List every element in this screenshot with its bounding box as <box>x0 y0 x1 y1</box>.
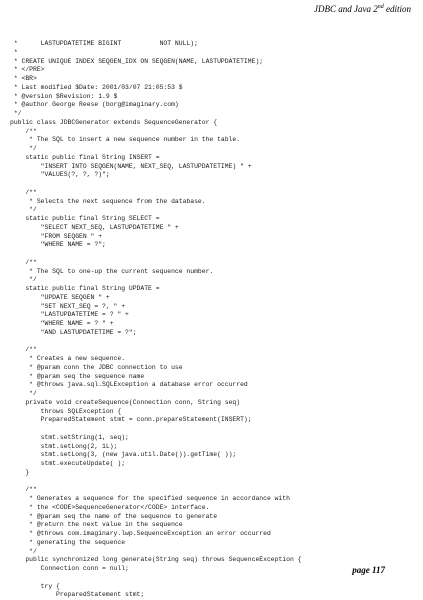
code-line: * </PRE> <box>10 66 45 74</box>
code-line: /** <box>10 486 37 494</box>
code-line: "INSERT INTO SEQGEN(NAME, NEXT_SEQ, LASTUPDATETIME) " + <box>10 162 252 170</box>
code-line: * LASTUPDATETIME BIGINT NOT NULL); <box>10 40 198 47</box>
code-line: try { <box>10 582 60 590</box>
code-line: } <box>10 468 30 476</box>
code-line: public synchronized long generate(String seq) throws SequenceException { <box>10 556 302 564</box>
code-line: */ <box>10 110 22 117</box>
code-line <box>10 574 301 583</box>
code-line: "UPDATE SEQGEN " + <box>10 293 110 301</box>
code-line: * The SQL to one-up the current sequence number. <box>10 267 214 275</box>
code-line: "LASTUPDATETIME = ? " + <box>10 311 129 319</box>
code-line: stmt.setString(1, seq); <box>10 433 129 441</box>
code-line: * Selects the next sequence from the database. <box>10 197 206 205</box>
code-line: static public final String UPDATE = <box>10 285 160 292</box>
code-line: Connection conn = null; <box>10 565 129 572</box>
code-line: /** <box>10 127 37 135</box>
code-line: * Generates a sequence for the specified sequence in accordance with <box>10 495 290 502</box>
code-line: static public final String SELECT = <box>10 215 160 222</box>
code-line: "WHERE NAME = ?"; <box>10 241 106 249</box>
code-line: * @param seq the name of the sequence to generate <box>10 512 218 520</box>
code-line: * @return the next value in the sequence <box>10 521 183 529</box>
code-line: */ <box>10 206 37 214</box>
code-line: */ <box>10 390 37 397</box>
code-line: * The SQL to insert a new sequence number in the table. <box>10 136 241 144</box>
code-line: * @version $Revision: 1.9 $ <box>10 92 118 100</box>
code-line: "SET NEXT_SEQ = ?, " + <box>10 302 126 310</box>
code-line: * <box>10 48 18 56</box>
code-line: * @author George Reese (borg@imaginary.com) <box>10 101 179 109</box>
code-line: "WHERE NAME = ? " + <box>10 320 114 327</box>
header-title-main: JDBC and Java 2 <box>314 4 378 14</box>
code-line: throws SQLException { <box>10 407 122 415</box>
header-title-tail: edition <box>383 4 411 14</box>
code-line: * @param seq the sequence name <box>10 372 145 380</box>
code-line <box>10 478 301 487</box>
code-line: private void createSequence(Connection conn, String seq) <box>10 398 241 406</box>
code-line: /** <box>10 346 37 354</box>
code-line: "VALUES(?, ?, ?)"; <box>10 171 110 179</box>
code-line: * CREATE UNIQUE INDEX SEQGEN_IDX ON SEQGEN(NAME, LASTUPDATETIME); <box>10 57 264 65</box>
code-line: * the <CODE>SequenceGenerator</CODE> interface. <box>10 503 210 511</box>
code-line: stmt.setLong(2, 1L); <box>10 442 118 450</box>
running-header <box>314 4 411 14</box>
code-line: "AND LASTUPDATETIME = ?"; <box>10 328 137 336</box>
code-line: stmt.executeUpdate( ); <box>10 460 126 467</box>
code-line <box>10 425 301 434</box>
code-line: * @throws com.imaginary.lwp.SequenceException an error occurred <box>10 530 271 537</box>
header-title-sup: nd <box>377 4 384 10</box>
code-line: * Creates a new sequence. <box>10 355 126 362</box>
code-line: */ <box>10 276 37 284</box>
code-line: * Last modified $Date: 2001/03/07 21:05:53 $ <box>10 83 183 91</box>
code-line: static public final String INSERT = <box>10 153 160 161</box>
code-line: * @param conn the JDBC connection to use <box>10 363 183 371</box>
code-line: PreparedStatement stmt; <box>10 591 145 599</box>
code-line: stmt.setLong(3, (new java.util.Date()).getTime( )); <box>10 451 237 459</box>
code-line: /** <box>10 258 37 266</box>
code-line <box>10 180 301 189</box>
code-line: * @throws java.sql.SQLException a database error occurred <box>10 381 248 389</box>
code-line: PreparedStatement stmt = conn.prepareStatement(INSERT); <box>10 416 252 424</box>
code-line: * generating the sequence <box>10 538 126 546</box>
code-line: "SELECT NEXT_SEQ, LASTUPDATETIME " + <box>10 223 179 231</box>
code-line <box>10 250 301 259</box>
code-line: */ <box>10 547 37 555</box>
code-line: /** <box>10 188 37 196</box>
code-line: "FROM SEQGEN " + <box>10 232 103 240</box>
code-listing <box>10 40 301 600</box>
code-line <box>10 338 301 347</box>
code-line: * <BR> <box>10 75 37 82</box>
page-number: page 117 <box>352 565 385 575</box>
code-line: */ <box>10 145 37 152</box>
code-line: public class JDBCGenerator extends SequenceGenerator { <box>10 118 218 126</box>
